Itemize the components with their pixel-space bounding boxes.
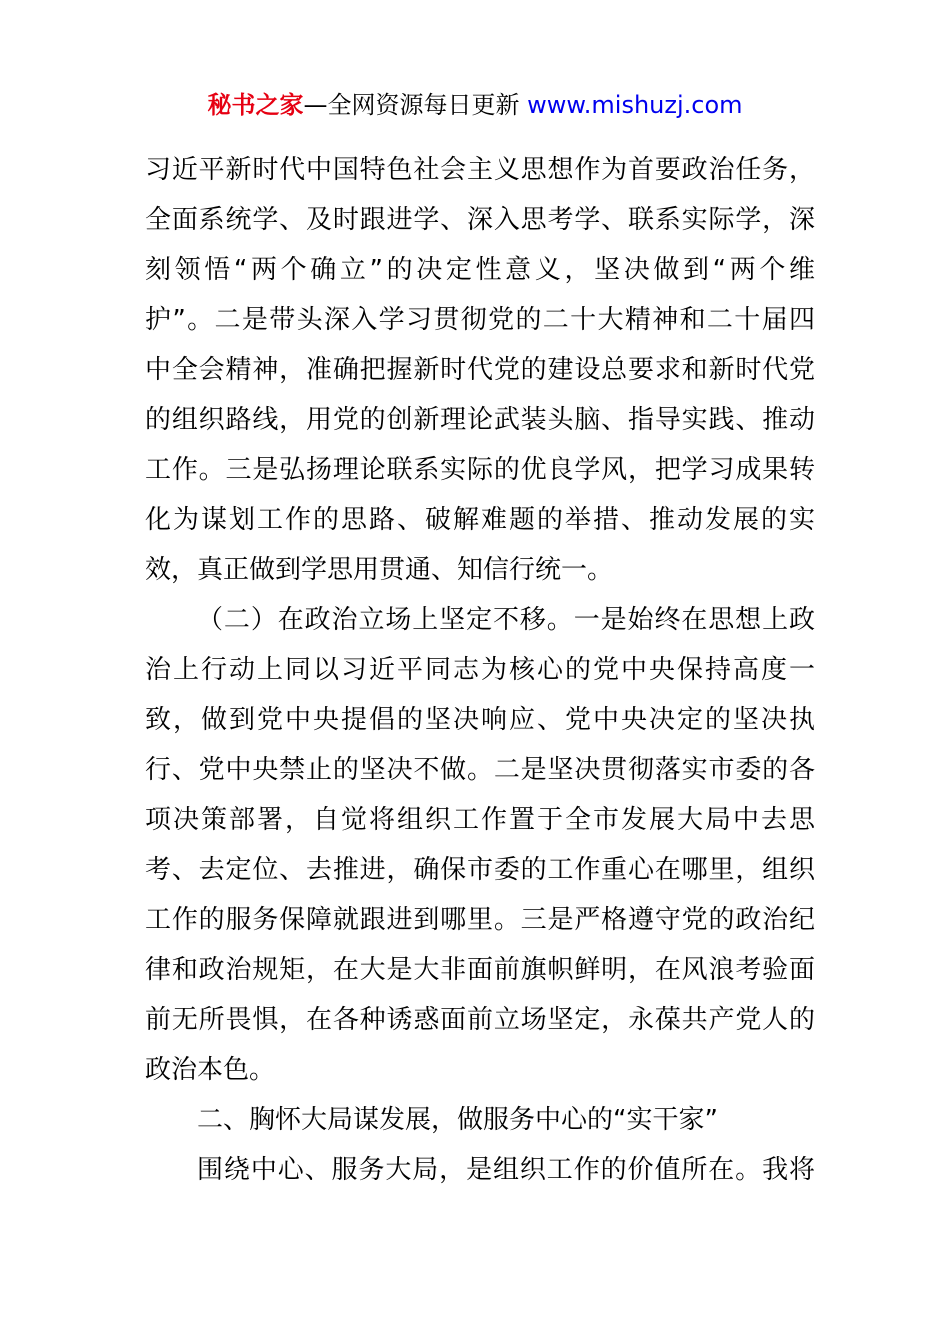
text-line: 项决策部署，自觉将组织工作置于全市发展大局中去思 [145,805,815,835]
text-line: 的组织路线，用党的创新理论武装头脑、指导实践、推动 [145,405,815,435]
text-line: 治上行动上同以习近平同志为核心的党中央保持高度一 [145,655,815,685]
text-line: 行、党中央禁止的坚决不做。二是坚决贯彻落实市委的各 [145,755,815,785]
site-brand: 秘书之家 [207,91,304,119]
text-line: 致，做到党中央提倡的坚决响应、党中央决定的坚决执 [145,705,815,735]
text-line: 考、去定位、去推进，确保市委的工作重心在哪里，组织 [145,855,815,885]
page-header [0,88,950,122]
text-line: 全面系统学、及时跟进学、深入思考学、联系实际学，深 [145,205,815,235]
text-line: 化为谋划工作的思路、破解难题的举措、推动发展的实 [145,505,815,535]
text-line: 工作。三是弘扬理论联系实际的优良学风，把学习成果转 [145,455,815,485]
paragraph-heading-line: （二）在政治立场上坚定不移。一是始终在思想上政 [197,605,815,635]
section-heading: 二、胸怀大局谋发展，做服务中心的“实干家” [197,1105,718,1135]
text-line: 前无所畏惧，在各种诱惑面前立场坚定，永葆共产党人的 [145,1005,815,1035]
text-line: 刻领悟“两个确立”的决定性意义，坚决做到“两个维 [145,255,815,285]
paragraph-first-line: 围绕中心、服务大局，是组织工作的价值所在。我将 [197,1155,815,1185]
document-body [145,145,815,1195]
text-line: 护”。二是带头深入学习贯彻党的二十大精神和二十届四 [145,305,815,335]
text-line: 习近平新时代中国特色社会主义思想作为首要政治任务， [145,155,815,185]
site-tagline: —全网资源每日更新 [303,91,528,119]
text-line: 政治本色。 [145,1055,276,1085]
site-url-link[interactable]: www.mishuzj.com [527,91,743,119]
text-line: 律和政治规矩，在大是大非面前旗帜鲜明，在风浪考验面 [145,955,815,985]
text-line: 中全会精神，准确把握新时代党的建设总要求和新时代党 [145,355,815,385]
text-line: 效，真正做到学思用贯通、知信行统一。 [145,555,614,585]
text-line: 工作的服务保障就跟进到哪里。三是严格遵守党的政治纪 [145,905,815,935]
